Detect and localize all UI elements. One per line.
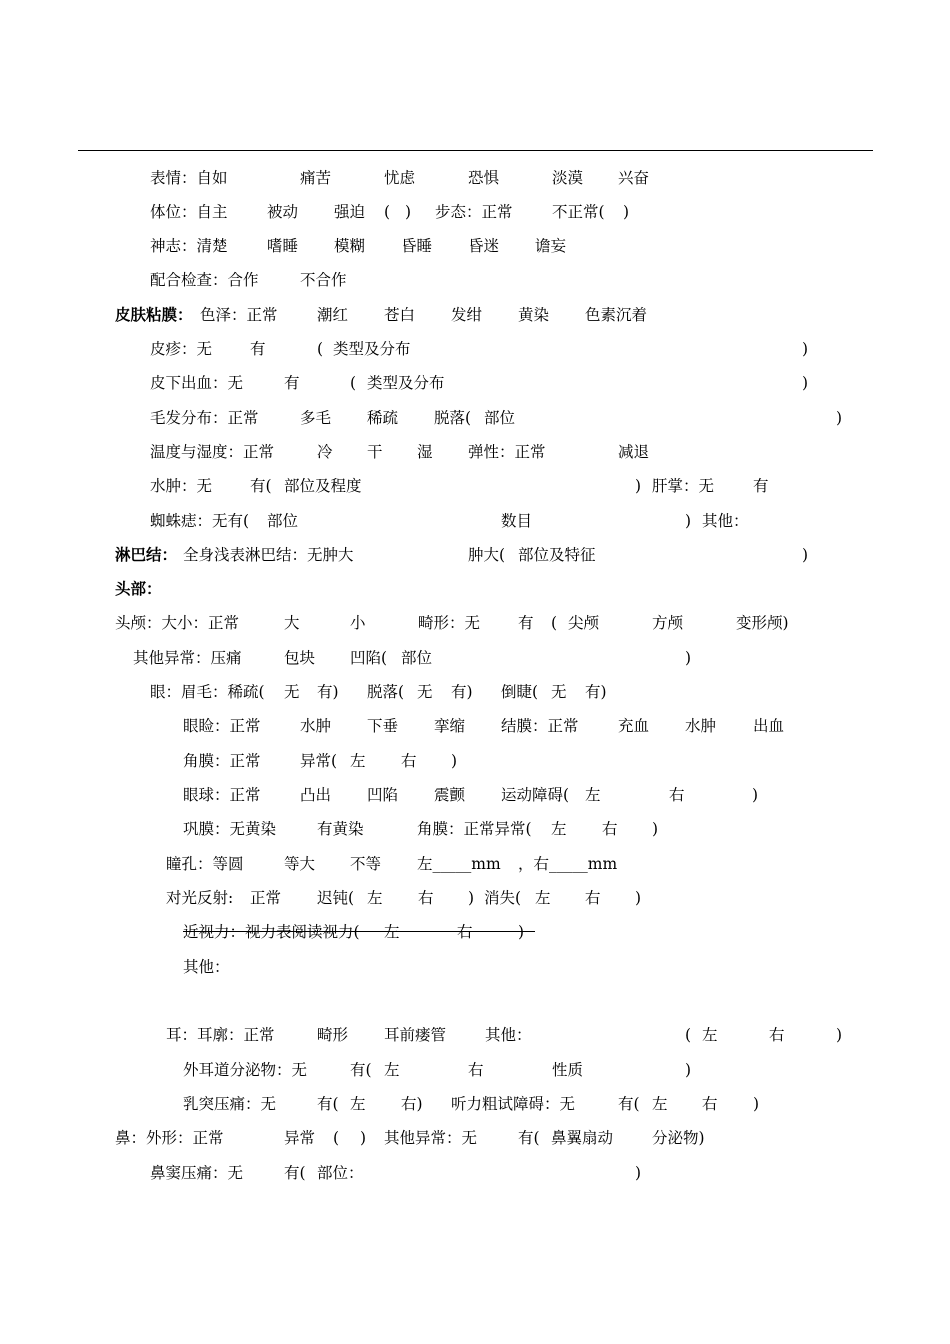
- field-label: ): [360, 1129, 367, 1147]
- field-label: 皮疹：无: [150, 340, 213, 358]
- field-label: 稀疏: [367, 409, 399, 427]
- field-label: 水肿: [300, 717, 332, 735]
- field-label: ): [753, 1095, 760, 1113]
- field-label: 温度与湿度：正常: [150, 443, 275, 461]
- field-label: 耳：耳廓：正常: [166, 1026, 275, 1044]
- form-line: [0, 680, 950, 704]
- field-label: 强迫: [334, 203, 366, 221]
- field-label: 鼻窦压痛：无: [150, 1164, 244, 1182]
- field-label: 被动: [267, 203, 299, 221]
- field-label: 倒睫(: [501, 683, 539, 701]
- field-label: 下垂: [367, 717, 399, 735]
- field-label: 瞳孔：等圆: [166, 855, 244, 873]
- field-label: 有(: [618, 1095, 640, 1113]
- field-label: 谵妄: [535, 237, 567, 255]
- field-label: 有: [753, 477, 769, 495]
- field-label: 尖颅: [568, 614, 600, 632]
- field-label: 类型及分布: [333, 340, 411, 358]
- field-label: 眼：眉毛：稀疏(: [150, 683, 265, 701]
- field-label: ): [635, 889, 642, 907]
- field-label: 运动障碍(: [501, 786, 570, 804]
- field-label: 大: [284, 614, 300, 632]
- field-label: 畸形：无: [418, 614, 481, 632]
- field-label: 淋巴结：: [115, 545, 178, 564]
- field-label: 部位及程度: [284, 477, 362, 495]
- field-label: 其他异常：无: [384, 1129, 478, 1147]
- field-label: 左: [585, 786, 601, 804]
- field-label: 苍白: [384, 306, 416, 324]
- field-label: 兴奋: [618, 169, 650, 187]
- field-label: 无: [284, 683, 300, 701]
- field-label: 有(: [518, 1129, 540, 1147]
- field-label: 配合检查：合作: [150, 271, 259, 289]
- field-label: 昏迷: [468, 237, 500, 255]
- field-label: 头部：: [115, 579, 162, 598]
- form-line: [0, 783, 950, 807]
- field-label: 无: [417, 683, 433, 701]
- field-label: ): [451, 752, 458, 770]
- field-label: 鼻翼扇动: [551, 1129, 614, 1147]
- field-label: 痛苦: [300, 169, 332, 187]
- field-label: 眼睑：正常: [183, 717, 261, 735]
- form-line: [0, 1161, 950, 1185]
- field-label: 脱落(: [434, 409, 472, 427]
- field-label: 不正常(: [552, 203, 605, 221]
- field-label: 干: [367, 443, 383, 461]
- field-label: 湿: [417, 443, 433, 461]
- field-label: 听力粗试障碍：无: [451, 1095, 576, 1113]
- field-label: 忧虑: [384, 169, 416, 187]
- form-line: [0, 852, 950, 876]
- field-label: 鼻：外形：正常: [115, 1129, 224, 1147]
- field-label: 迟钝(: [317, 889, 355, 907]
- field-label: 异常(: [300, 752, 338, 770]
- field-label: 其他：: [183, 958, 230, 976]
- field-label: 部位: [401, 649, 433, 667]
- field-label: 弹性：正常: [468, 443, 546, 461]
- field-label: 潮红: [317, 306, 349, 324]
- field-label: 脱落(: [367, 683, 405, 701]
- field-label: 有: [518, 614, 534, 632]
- field-label: 右: [401, 752, 417, 770]
- field-label: ): [685, 649, 692, 667]
- field-label: 分泌物): [652, 1129, 705, 1147]
- field-label: 有(: [317, 1095, 339, 1113]
- form-line: [0, 886, 950, 910]
- field-label: 变形颅): [736, 614, 789, 632]
- field-label: 昏睡: [401, 237, 433, 255]
- field-label: ): [752, 786, 759, 804]
- field-label: 方颅: [652, 614, 684, 632]
- field-label: 多毛: [300, 409, 332, 427]
- field-label: 淡漠: [552, 169, 584, 187]
- form-line: [0, 1058, 950, 1082]
- field-label: 冷: [317, 443, 333, 461]
- field-label: 毛发分布：正常: [150, 409, 259, 427]
- form-line: [0, 955, 950, 979]
- field-label: ): [405, 203, 412, 221]
- form-line: [0, 371, 950, 395]
- field-label: 出血: [753, 717, 785, 735]
- field-label: 有: [284, 374, 300, 392]
- field-label: 左: [702, 1026, 718, 1044]
- field-label: 畸形: [317, 1026, 349, 1044]
- field-label: 右: [457, 923, 473, 941]
- field-label: 有(: [250, 477, 272, 495]
- field-label: 不合作: [300, 271, 347, 289]
- form-line: [0, 1126, 950, 1150]
- form-line: [0, 337, 950, 361]
- field-label: ): [802, 340, 809, 358]
- field-label: 凹陷(: [350, 649, 388, 667]
- field-label: (: [551, 614, 558, 632]
- field-label: 部位及特征: [518, 546, 596, 564]
- field-label: 表情：自如: [150, 169, 228, 187]
- field-label: 蜘蛛痣：无有(: [150, 512, 250, 530]
- field-label: 全身浅表淋巴结：无肿大: [183, 546, 354, 564]
- field-label: 右: [585, 889, 601, 907]
- strikethrough-line: [183, 931, 535, 932]
- field-label: 肿大(: [468, 546, 506, 564]
- form-line: [0, 714, 950, 738]
- field-label: 体位：自主: [150, 203, 228, 221]
- field-label: 左: [350, 1095, 366, 1113]
- field-label: 其他：: [485, 1026, 532, 1044]
- field-label: 有): [317, 683, 339, 701]
- form-line: [0, 920, 950, 944]
- field-label: (: [317, 340, 324, 358]
- field-label: 右: [468, 1061, 484, 1079]
- field-label: 左_____mm: [417, 855, 501, 873]
- field-label: ): [802, 374, 809, 392]
- field-label: 左: [384, 1061, 400, 1079]
- form-line: [0, 749, 950, 773]
- field-label: 类型及分布: [367, 374, 445, 392]
- field-label: 头颅：大小：正常: [115, 614, 240, 632]
- field-label: ): [518, 923, 525, 941]
- field-label: 眼球：正常: [183, 786, 261, 804]
- form-line: [0, 577, 950, 601]
- field-label: ): [635, 1164, 642, 1182]
- form-line: [0, 200, 950, 224]
- field-label: ): [802, 546, 809, 564]
- field-label: 左: [551, 820, 567, 838]
- field-label: 震颤: [434, 786, 466, 804]
- field-label: 有黄染: [317, 820, 364, 838]
- form-line: [0, 268, 950, 292]
- field-label: 包块: [284, 649, 316, 667]
- field-label: 异常: [284, 1129, 316, 1147]
- form-line: [0, 543, 950, 567]
- field-label: 肝掌：无: [652, 477, 715, 495]
- form-line: [0, 817, 950, 841]
- field-label: ): [836, 409, 843, 427]
- field-label: 近视力：视力表阅读视力(: [183, 923, 360, 941]
- field-label: 角膜：正常异常(: [417, 820, 532, 838]
- field-label: (: [350, 374, 357, 392]
- field-label: 对光反射:: [166, 889, 234, 907]
- field-label: 其他异常：压痛: [133, 649, 242, 667]
- field-label: 右: [769, 1026, 785, 1044]
- field-label: (: [333, 1129, 340, 1147]
- field-label: 右: [669, 786, 685, 804]
- field-label: 色泽：正常: [200, 306, 278, 324]
- field-label: 消失(: [484, 889, 522, 907]
- field-label: (: [384, 203, 391, 221]
- field-label: 右): [401, 1095, 423, 1113]
- form-line: [0, 509, 950, 533]
- field-label: 黄染: [518, 306, 550, 324]
- form-line: [0, 440, 950, 464]
- field-label: 左: [652, 1095, 668, 1113]
- field-label: 正常: [250, 889, 282, 907]
- field-label: (: [685, 1026, 692, 1044]
- field-label: 皮肤粘膜：: [115, 305, 193, 324]
- field-label: 等大: [284, 855, 316, 873]
- field-label: 模糊: [334, 237, 366, 255]
- field-label: 挛缩: [434, 717, 466, 735]
- field-label: 右: [418, 889, 434, 907]
- field-label: 小: [350, 614, 366, 632]
- form-line: [0, 406, 950, 430]
- form-line: [0, 166, 950, 190]
- field-label: 乳突压痛：无: [183, 1095, 277, 1113]
- field-label: 嗜睡: [267, 237, 299, 255]
- field-label: 有): [585, 683, 607, 701]
- field-label: 角膜：正常: [183, 752, 261, 770]
- field-label: 水肿：无: [150, 477, 213, 495]
- form-line: [0, 1092, 950, 1116]
- field-label: 减退: [618, 443, 650, 461]
- form-line: [0, 234, 950, 258]
- field-label: ): [685, 512, 692, 530]
- field-label: ): [652, 820, 659, 838]
- field-label: 左: [535, 889, 551, 907]
- field-label: 外耳道分泌物：无: [183, 1061, 308, 1079]
- form-line: [0, 474, 950, 498]
- form-line: [0, 1023, 950, 1047]
- field-label: 皮下出血：无: [150, 374, 244, 392]
- field-label: 有(: [350, 1061, 372, 1079]
- field-label: 左: [367, 889, 383, 907]
- field-label: ): [623, 203, 630, 221]
- field-label: 水肿: [685, 717, 717, 735]
- field-label: ): [836, 1026, 843, 1044]
- field-label: 有): [451, 683, 473, 701]
- field-label: 其他：: [702, 512, 749, 530]
- field-label: 色素沉着: [585, 306, 648, 324]
- field-label: 充血: [618, 717, 650, 735]
- field-label: 部位: [484, 409, 516, 427]
- field-label: 无: [551, 683, 567, 701]
- field-label: ): [635, 477, 642, 495]
- form-line: [0, 646, 950, 670]
- field-label: 数目: [501, 512, 533, 530]
- field-label: 部位：: [317, 1164, 364, 1182]
- field-label: 结膜：正常: [501, 717, 579, 735]
- field-label: 左: [384, 923, 400, 941]
- field-label: 凸出: [300, 786, 332, 804]
- field-label: 不等: [350, 855, 382, 873]
- header-rule: [78, 150, 873, 151]
- field-label: 恐惧: [468, 169, 500, 187]
- field-label: ，右_____mm: [518, 855, 618, 873]
- field-label: 部位: [267, 512, 299, 530]
- field-label: 凹陷: [367, 786, 399, 804]
- field-label: ): [685, 1061, 692, 1079]
- field-label: 耳前瘘管: [384, 1026, 447, 1044]
- field-label: 发绀: [451, 306, 483, 324]
- field-label: 有(: [284, 1164, 306, 1182]
- field-label: 有: [250, 340, 266, 358]
- field-label: 左: [350, 752, 366, 770]
- field-label: 巩膜：无黄染: [183, 820, 277, 838]
- field-label: 神志：清楚: [150, 237, 228, 255]
- field-label: 右: [702, 1095, 718, 1113]
- form-line: [0, 303, 950, 327]
- form-line: [0, 611, 950, 635]
- field-label: 性质: [552, 1061, 584, 1079]
- field-label: 右: [602, 820, 618, 838]
- field-label: ): [468, 889, 475, 907]
- field-label: 步态：正常: [435, 203, 513, 221]
